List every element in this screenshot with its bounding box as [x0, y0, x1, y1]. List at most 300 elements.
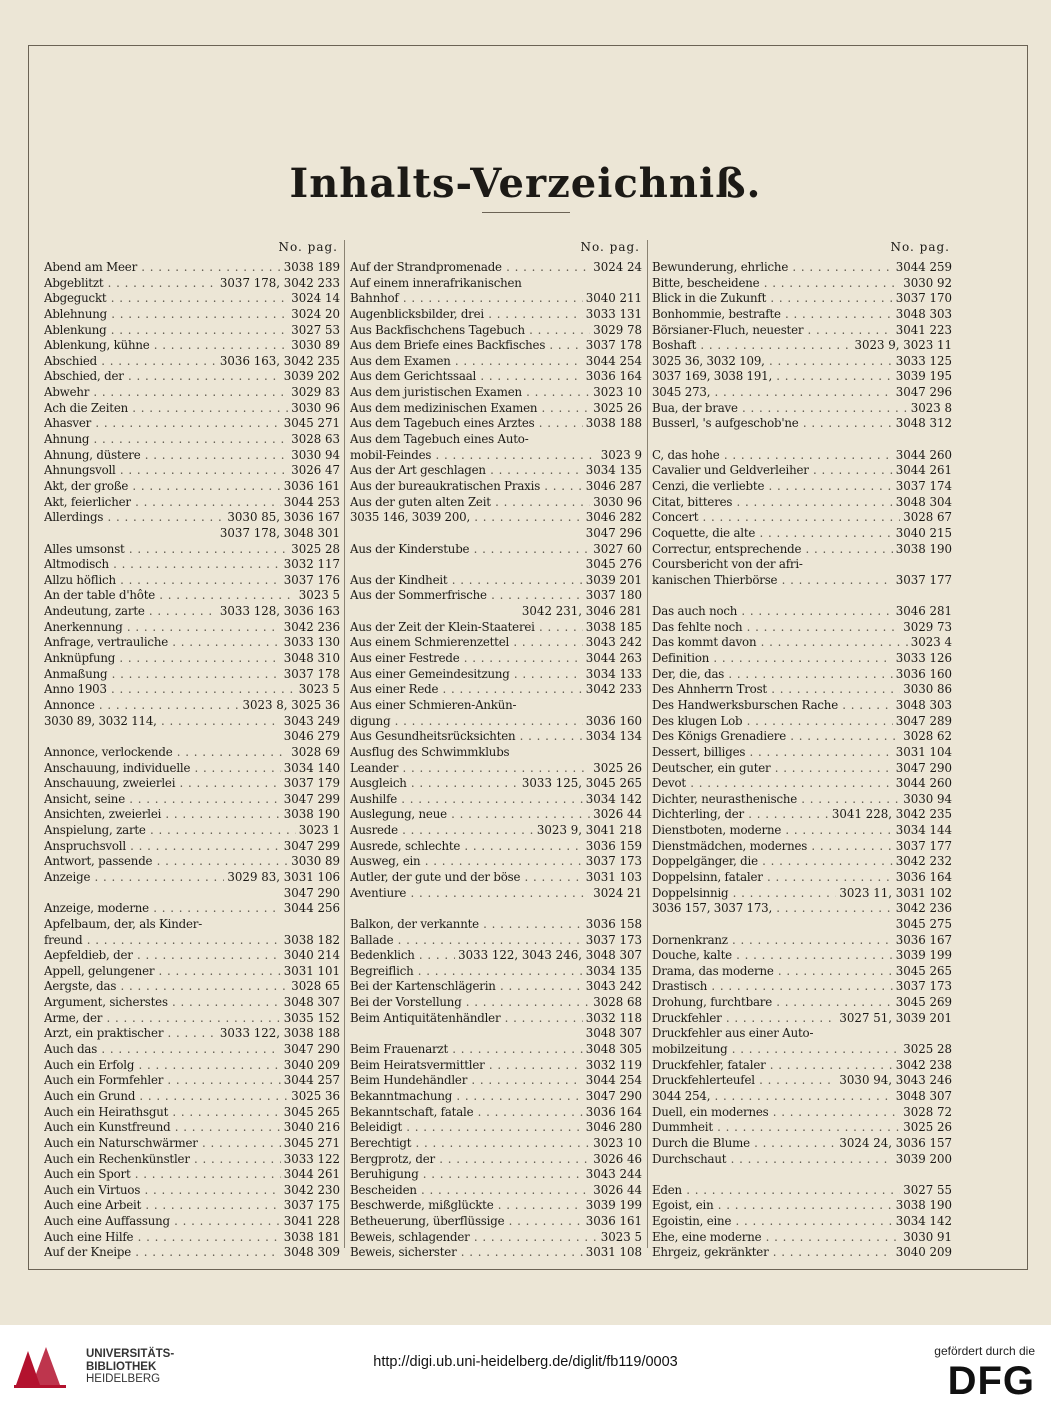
index-entry	[350, 1198, 642, 1214]
entry-title: Ahnung . . .	[44, 432, 288, 448]
index-entry	[44, 307, 340, 323]
entry-reference: 3037 173	[585, 854, 642, 869]
entry-reference: 3037 174	[895, 478, 952, 493]
entry-reference: 3030 85, 3036 167	[227, 510, 340, 525]
entry-reference: 3032 117	[283, 557, 340, 572]
index-entry	[350, 667, 642, 683]
index-entry	[44, 933, 340, 949]
index-entry	[652, 839, 952, 855]
entry-reference: 3036 164	[585, 1104, 642, 1119]
entry-title: Auf der Kneipe . . .	[44, 1245, 281, 1261]
entry-reference: 3023 9, 3041 218	[536, 823, 642, 838]
entry-reference: 3038 181	[283, 1229, 340, 1244]
entry-title: Bekanntmachung . . .	[350, 1089, 583, 1105]
entry-title: Anschauung, individuelle . . .	[44, 761, 281, 777]
entry-title: Coquette, die alte . . .	[652, 526, 893, 542]
entry-reference: 3048 303	[895, 306, 952, 321]
entry-reference: 3036 167	[895, 932, 952, 947]
index-entry	[652, 463, 952, 479]
entry-title: Beim Frauenarzt . . .	[350, 1042, 583, 1058]
entry-reference: 3047 290	[283, 1042, 340, 1057]
index-entry	[350, 604, 642, 620]
index-entry	[44, 323, 340, 339]
index-entry	[44, 542, 340, 558]
entry-title: Bei der Vorstellung . . .	[350, 995, 590, 1011]
entry-reference: 3042 238	[895, 1057, 952, 1072]
index-entry	[44, 1183, 340, 1199]
entry-title: Ahasver . . .	[44, 416, 281, 432]
index-column-1	[44, 240, 340, 1260]
entry-reference: 3044 257	[283, 1073, 340, 1088]
entry-title: Aushilfe . . .	[350, 792, 583, 808]
index-entry	[350, 338, 642, 354]
entry-reference: 3037 178	[585, 338, 642, 353]
index-entry	[652, 1152, 952, 1168]
entry-title: Bahnhof . . .	[350, 291, 583, 307]
entry-title: Correctur, entsprechende . . .	[652, 542, 893, 558]
entry-title: Ausrede, schlechte . . .	[350, 839, 583, 855]
index-entry	[652, 901, 952, 917]
funding-note: gefördert durch die	[934, 1344, 1035, 1358]
entry-reference: 3045 276	[585, 557, 642, 572]
entry-reference: 3040 216	[283, 1120, 340, 1135]
index-entry	[44, 338, 340, 354]
entry-reference: 3037 177	[895, 838, 952, 853]
index-entry	[350, 948, 642, 964]
entry-reference: 3045 275	[895, 916, 952, 931]
index-entry	[350, 1073, 642, 1089]
entry-title: Anzeige . . .	[44, 870, 224, 886]
entry-reference: 3038 190	[895, 1198, 952, 1213]
entry-title: Annonce, verlockende . . .	[44, 745, 288, 761]
entry-title: Bonhommie, bestrafte . . .	[652, 307, 893, 323]
entry-reference: 3036 159	[585, 838, 642, 853]
index-entry	[652, 526, 952, 542]
entry-title: Ablenkung . . .	[44, 323, 288, 339]
entry-reference: 3037 178	[283, 666, 340, 681]
entry-title: Durch die Blume . . .	[652, 1136, 836, 1152]
index-entry	[652, 1167, 952, 1183]
entry-title: Drastisch . . .	[652, 979, 893, 995]
index-entry	[350, 917, 642, 933]
index-entry	[44, 369, 340, 385]
entry-reference: 3023 9, 3023 11	[854, 338, 952, 353]
index-entry	[652, 979, 952, 995]
column-divider	[344, 240, 345, 1248]
library-line-1: UNIVERSITÄTS-	[86, 1348, 175, 1360]
entry-title: Drama, das moderne . . .	[652, 964, 893, 980]
index-entry	[350, 995, 642, 1011]
entry-reference: 3028 63	[291, 432, 340, 447]
entry-reference: 3029 83, 3031 106	[227, 869, 340, 884]
entry-title: Auch ein Sport . . .	[44, 1167, 281, 1183]
entry-reference: 3030 89	[291, 338, 340, 353]
entry-reference: 3046 281	[895, 604, 952, 619]
index-entry	[350, 933, 642, 949]
index-entry	[652, 542, 952, 558]
entry-reference: 3031 104	[895, 744, 952, 759]
entry-reference: 3042 236	[283, 619, 340, 634]
index-entry	[350, 1105, 642, 1121]
entry-title: Coursbericht von der afri-	[652, 557, 803, 572]
entry-reference: 3028 69	[291, 744, 340, 759]
entry-reference: 3034 142	[895, 1214, 952, 1229]
entry-title: Ausflug des Schwimmklubs	[350, 744, 510, 759]
entry-reference: 3027 55	[903, 1182, 952, 1197]
entry-title: Ach die Zeiten . . .	[44, 401, 288, 417]
entry-title: Autler, der gute und der böse . . .	[350, 870, 583, 886]
entry-title: Anno 1903 . . .	[44, 682, 296, 698]
entry-reference: 3024 14	[291, 291, 340, 306]
index-entry	[350, 776, 642, 792]
entry-reference: 3028 65	[291, 979, 340, 994]
entry-title: Dummheit . . .	[652, 1120, 900, 1136]
entry-title: Ausgleich . . .	[350, 776, 519, 792]
dfg-logo[interactable]: DFG	[947, 1359, 1035, 1403]
entry-title: Concert . . .	[652, 510, 900, 526]
index-entry	[652, 745, 952, 761]
entry-reference: 3047 290	[585, 1088, 642, 1103]
entry-title: Abgeblitzt . . .	[44, 276, 217, 292]
entry-title: Devot . . .	[652, 776, 893, 792]
index-entry	[350, 510, 642, 526]
entry-reference: 3040 214	[283, 948, 340, 963]
index-entry	[44, 479, 340, 495]
entry-reference: 3028 72	[903, 1104, 952, 1119]
column-header: No. pag.	[580, 240, 640, 254]
entry-title: Auch ein Naturschwärmer . . .	[44, 1136, 281, 1152]
index-entry	[350, 745, 642, 761]
entry-reference: 3046 279	[283, 729, 340, 744]
index-entry	[44, 745, 340, 761]
entry-title: Auch eine Arbeit . . .	[44, 1198, 281, 1214]
entry-title: Beleidigt . . .	[350, 1120, 583, 1136]
entry-title: Aepfeldieb, der . . .	[44, 948, 281, 964]
entry-reference: 3030 96	[291, 400, 340, 415]
index-entry	[350, 823, 642, 839]
entry-title: Auch eine Auffassung . . .	[44, 1214, 281, 1230]
index-entry	[652, 1183, 952, 1199]
index-entry	[44, 1245, 340, 1261]
entry-title: Dienstboten, moderne . . .	[652, 823, 893, 839]
entry-reference: 3030 94, 3043 246	[839, 1073, 952, 1088]
index-entry	[350, 291, 642, 307]
index-entry	[44, 635, 340, 651]
index-entry	[652, 917, 952, 933]
entry-reference: 3037 178, 3042 233	[219, 275, 340, 290]
index-entry	[44, 714, 340, 730]
entry-title: Arme, der . . .	[44, 1011, 281, 1027]
entry-title: Dornenkranz . . .	[652, 933, 893, 949]
entry-reference: 3033 122, 3043 246, 3048 307	[458, 948, 642, 963]
entry-reference: 3024 21	[593, 885, 642, 900]
entry-reference: 3048 305	[585, 1042, 642, 1057]
index-entry	[652, 1120, 952, 1136]
entry-reference: 3026 47	[291, 463, 340, 478]
entry-reference: 3037 175	[283, 1198, 340, 1213]
index-entry	[44, 1011, 340, 1027]
entry-title: Bescheiden . . .	[350, 1183, 590, 1199]
entry-reference: 3034 135	[585, 963, 642, 978]
entry-reference: 3040 209	[895, 1245, 952, 1260]
index-entry	[44, 510, 340, 526]
entry-title: Bekanntschaft, fatale . . .	[350, 1105, 583, 1121]
index-entry	[44, 1058, 340, 1074]
entry-title: Bua, der brave . . .	[652, 401, 908, 417]
index-entry	[44, 651, 340, 667]
entry-title: Ehe, eine moderne . . .	[652, 1230, 900, 1246]
index-entry	[350, 588, 642, 604]
entry-title: Auch ein Formfehler . . .	[44, 1073, 281, 1089]
index-entry	[350, 698, 642, 714]
entry-reference: 3023 5	[600, 1229, 642, 1244]
entry-title: Abschied . . .	[44, 354, 217, 370]
index-entry	[652, 510, 952, 526]
entry-reference: 3047 299	[283, 838, 340, 853]
entry-title: kanischen Thierbörse . . .	[652, 573, 893, 589]
index-entry	[44, 1026, 340, 1042]
index-entry	[44, 854, 340, 870]
entry-title: Deutscher, ein guter . . .	[652, 761, 893, 777]
entry-title: Drohung, furchtbare . . .	[652, 995, 893, 1011]
entry-title: Auch ein Rechenkünstler . . .	[44, 1152, 281, 1168]
entry-reference: 3039 195	[895, 369, 952, 384]
entry-reference: 3033 125, 3045 265	[521, 776, 642, 791]
entry-reference: 3044 260	[895, 776, 952, 791]
index-entry	[350, 886, 642, 902]
index-entry	[44, 432, 340, 448]
entry-title: Ansichten, zweierlei . . .	[44, 807, 281, 823]
entry-reference: 3026 46	[593, 1151, 642, 1166]
entry-title: 3035 146, 3039 200, . . .	[350, 510, 583, 526]
entry-title: Aus dem Tagebuch eines Arztes . . .	[350, 416, 583, 432]
entry-title: Bei der Kartenschlägerin . . .	[350, 979, 583, 995]
entry-reference: 3031 108	[585, 1245, 642, 1260]
index-entry	[44, 1042, 340, 1058]
index-entry	[652, 870, 952, 886]
entry-title: Doppelgänger, die . . .	[652, 854, 893, 870]
entry-title: Des Königs Grenadiere . . .	[652, 729, 900, 745]
entry-reference: 3033 125	[895, 353, 952, 368]
library-line-2: BIBLIOTHEK	[86, 1360, 157, 1373]
index-entry	[350, 448, 642, 464]
entry-reference: 3042 236	[895, 901, 952, 916]
entry-title: Abwehr . . .	[44, 385, 288, 401]
index-entry	[44, 588, 340, 604]
entry-reference: 3028 68	[593, 995, 642, 1010]
index-entry	[350, 729, 642, 745]
entry-reference: 3023 1	[298, 823, 340, 838]
entry-title: Beweis, sicherster . . .	[350, 1245, 583, 1261]
entry-title: Arzt, ein praktischer . . .	[44, 1026, 217, 1042]
index-entry	[44, 948, 340, 964]
entry-reference: 3023 10	[593, 385, 642, 400]
entry-reference: 3026 44	[593, 807, 642, 822]
index-entry	[652, 323, 952, 339]
index-entry	[652, 291, 952, 307]
entry-title: Dessert, billiges . . .	[652, 745, 893, 761]
entry-reference: 3048 304	[895, 494, 952, 509]
entry-reference: 3029 73	[903, 619, 952, 634]
entry-title: Anerkennung . . .	[44, 620, 281, 636]
index-entry	[44, 901, 340, 917]
entry-reference: 3044 254	[585, 353, 642, 368]
entry-reference: 3036 161	[283, 478, 340, 493]
index-entry	[652, 1089, 952, 1105]
entry-title: Eden . . .	[652, 1183, 900, 1199]
entry-reference: 3030 94	[291, 447, 340, 462]
entry-reference: 3045 265	[283, 1104, 340, 1119]
entry-title: Der, die, das . . .	[652, 667, 893, 683]
index-entry	[652, 1073, 952, 1089]
entry-reference: 3048 312	[895, 416, 952, 431]
entry-title: Aus dem Briefe eines Backfisches . . .	[350, 338, 583, 354]
entry-title: Beim Hundehändler . . .	[350, 1073, 583, 1089]
index-entry	[350, 369, 642, 385]
index-entry	[350, 526, 642, 542]
entry-title: Ausrede . . .	[350, 823, 534, 839]
entry-reference: 3047 290	[283, 885, 340, 900]
entry-title: 3045 273, . . .	[652, 385, 893, 401]
entry-reference: 3041 228	[283, 1214, 340, 1229]
index-entry	[350, 901, 642, 917]
entry-reference: 3037 173	[895, 979, 952, 994]
entry-title: Druckfehler . . .	[652, 1011, 836, 1027]
index-entry	[44, 1230, 340, 1246]
index-entry	[44, 870, 340, 886]
index-entry	[44, 260, 340, 276]
entry-title: Anspielung, zarte . . .	[44, 823, 296, 839]
index-entry	[44, 776, 340, 792]
index-entry	[652, 948, 952, 964]
entry-title: 3037 169, 3038 191, . . .	[652, 369, 893, 385]
entry-title: Boshaft . . .	[652, 338, 851, 354]
entry-reference: 3023 5	[298, 682, 340, 697]
index-entry	[652, 1058, 952, 1074]
entry-reference: 3047 296	[585, 525, 642, 540]
index-entry	[350, 401, 642, 417]
entry-reference: 3030 86	[903, 682, 952, 697]
entry-reference: 3032 119	[585, 1057, 642, 1072]
index-entry	[652, 729, 952, 745]
index-entry	[44, 964, 340, 980]
entry-title: Des Ahnherrn Trost . . .	[652, 682, 900, 698]
entry-reference: 3048 307	[895, 1088, 952, 1103]
permalink-url[interactable]: http://digi.ub.uni-heidelberg.de/diglit/fb119/0003	[373, 1354, 678, 1370]
index-entry	[652, 995, 952, 1011]
index-entry	[44, 276, 340, 292]
entry-title: Apfelbaum, der, als Kinder-	[44, 916, 202, 931]
entry-title: Cenzi, die verliebte . . .	[652, 479, 893, 495]
index-entry	[652, 823, 952, 839]
index-entry	[350, 416, 642, 432]
index-entry	[350, 1058, 642, 1074]
entry-title: Auf einem innerafrikanischen	[350, 275, 522, 290]
entry-reference: 3030 94	[903, 791, 952, 806]
index-entry	[350, 761, 642, 777]
index-entry	[350, 635, 642, 651]
entry-reference: 3039 199	[895, 948, 952, 963]
index-entry	[652, 448, 952, 464]
entry-title: Bergprotz, der . . .	[350, 1152, 590, 1168]
entry-title: Annonce . . .	[44, 698, 239, 714]
entry-title: Beruhigung . . .	[350, 1167, 583, 1183]
entry-title: Definition . . .	[652, 651, 893, 667]
entry-reference: 3044 259	[895, 260, 952, 274]
entry-title: Auslegung, neue . . .	[350, 807, 590, 823]
entry-title: Abschied, der . . .	[44, 369, 281, 385]
entry-title: 3044 254, . . .	[652, 1089, 893, 1105]
entry-reference: 3032 118	[585, 1010, 642, 1025]
index-entry	[350, 573, 642, 589]
index-entry	[44, 682, 340, 698]
entry-title: Appell, gelungener . . .	[44, 964, 281, 980]
index-entry	[652, 1136, 952, 1152]
entry-title: Aus der Kinderstube . . .	[350, 542, 590, 558]
entry-title: Argument, sicherstes . . .	[44, 995, 281, 1011]
entry-title: Abgeguckt . . .	[44, 291, 288, 307]
entry-reference: 3037 177	[895, 572, 952, 587]
index-entry	[652, 1105, 952, 1121]
entry-reference: 3023 10	[593, 1135, 642, 1150]
entry-title: Ehrgeiz, gekränkter . . .	[652, 1245, 893, 1261]
entry-reference: 3043 242	[585, 979, 642, 994]
entry-title: Dichter, neurasthenische . . .	[652, 792, 900, 808]
entry-reference: 3033 131	[585, 306, 642, 321]
entry-title: Das auch noch . . .	[652, 604, 893, 620]
entry-title: Ablenkung, kühne . . .	[44, 338, 288, 354]
column-divider	[647, 240, 648, 1248]
index-entry	[652, 369, 952, 385]
entry-reference: 3041 223	[895, 322, 952, 337]
entry-reference: 3037 180	[585, 588, 642, 603]
index-entry	[350, 854, 642, 870]
index-entry	[350, 1136, 642, 1152]
index-entry	[350, 1026, 642, 1042]
entry-reference: 3034 133	[585, 666, 642, 681]
index-entry	[44, 1105, 340, 1121]
entry-reference: 3031 103	[585, 869, 642, 884]
entry-reference: 3023 11, 3031 102	[839, 885, 952, 900]
index-entry	[652, 604, 952, 620]
index-entry	[350, 260, 642, 276]
entry-reference: 3034 144	[895, 823, 952, 838]
entry-title: Druckfehler, fataler . . .	[652, 1058, 893, 1074]
entry-title: Aus dem Examen . . .	[350, 354, 583, 370]
entry-title: Das fehlte noch . . .	[652, 620, 900, 636]
entry-reference: 3025 26	[593, 400, 642, 415]
entry-reference: 3044 263	[585, 651, 642, 666]
entry-title: mobilzeitung . . .	[652, 1042, 900, 1058]
entry-reference: 3038 190	[283, 807, 340, 822]
entry-title: Druckfehler aus einer Auto-	[652, 1026, 814, 1041]
entry-reference: 3048 309	[283, 1245, 340, 1260]
index-entry	[350, 839, 642, 855]
index-entry	[44, 1120, 340, 1136]
index-entry	[350, 542, 642, 558]
entry-reference: 3038 189	[283, 260, 340, 274]
index-entry	[652, 698, 952, 714]
index-entry	[44, 620, 340, 636]
index-entry	[652, 588, 952, 604]
entry-title: Balkon, der verkannte . . .	[350, 917, 583, 933]
index-entry	[652, 761, 952, 777]
entry-reference: 3027 53	[291, 322, 340, 337]
index-entry	[652, 557, 952, 573]
index-entry	[350, 1183, 642, 1199]
index-entry	[350, 1214, 642, 1230]
entry-reference: 3040 209	[283, 1057, 340, 1072]
